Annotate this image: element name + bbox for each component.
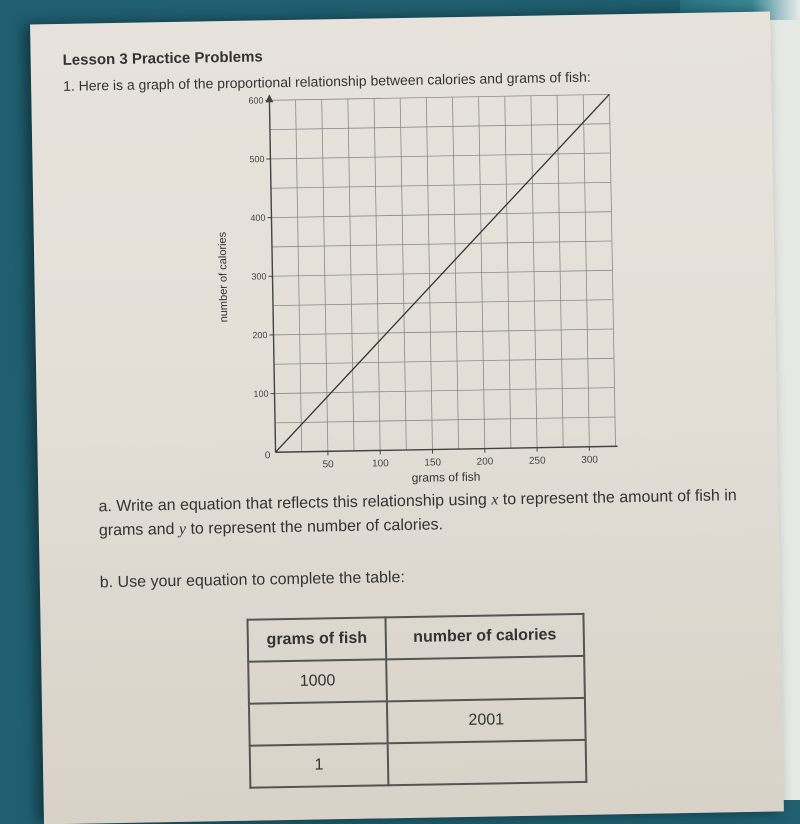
y-axis-arrow (265, 94, 273, 102)
problem-intro: 1. Here is a graph of the proportional relationship between calories and grams of fish: (63, 66, 723, 94)
values-table (246, 613, 587, 789)
x-tick-label: 150 (424, 457, 441, 468)
grid-line-horizontal (275, 417, 615, 423)
x-axis (276, 446, 619, 452)
table-cell[interactable] (388, 740, 587, 785)
header-grams: grams of fish (247, 617, 386, 661)
y-tick-label: 500 (249, 154, 264, 164)
y-axis-label: number of calories (217, 231, 231, 322)
x-tick-label: 50 (322, 459, 334, 470)
x-tick-label: 200 (477, 456, 494, 467)
question-b-text: Use your equation to complete the table: (117, 569, 405, 591)
x-axis-label: grams of fish (412, 470, 481, 485)
table-header-row (247, 614, 584, 662)
y-tick-label: 400 (250, 213, 265, 223)
grid-line-horizontal (271, 212, 611, 218)
series-line (269, 94, 615, 452)
question-a-label: a. (98, 498, 112, 515)
table-cell: 1000 (248, 659, 387, 703)
worksheet-page (30, 12, 784, 824)
variable-y: y (179, 521, 186, 538)
x-tick-label: 100 (372, 458, 389, 469)
question-a (98, 484, 739, 543)
grid-line-horizontal (270, 153, 610, 159)
question-b (100, 560, 740, 595)
table-cell[interactable] (386, 656, 585, 701)
table-cell[interactable] (249, 701, 388, 745)
y-tick-label: 200 (252, 330, 267, 340)
grid-line-horizontal (275, 388, 615, 394)
table-cell: 1 (250, 743, 389, 787)
y-tick-label: 600 (248, 95, 263, 105)
question-a-text-3: to represent the number of calories. (190, 516, 443, 537)
table-cell: 2001 (387, 698, 586, 743)
grid-line-horizontal (274, 329, 614, 335)
variable-x: x (491, 491, 498, 508)
x-tick-label: 250 (529, 456, 546, 467)
lesson-title: Lesson 3 Practice Problems (63, 48, 263, 68)
header-calories: number of calories (385, 614, 584, 659)
question-b-label: b. (100, 574, 114, 591)
y-axis (269, 96, 275, 452)
table-row (250, 740, 587, 788)
grid-line-horizontal (269, 94, 609, 100)
grid-line-horizontal (273, 300, 613, 306)
grid-line-horizontal (270, 124, 610, 130)
chart-svg (191, 86, 618, 493)
table-row (249, 698, 586, 746)
grid-line-horizontal (274, 358, 614, 364)
origin-label: 0 (265, 450, 271, 461)
question-a-text-1: Write an equation that reflects this relationship using (116, 492, 487, 515)
y-tick-label: 300 (251, 271, 266, 281)
grid-line-horizontal (272, 241, 612, 247)
proportional-graph (191, 86, 618, 493)
question-a-text-2: to represent the amount of fish in grams and (99, 487, 737, 539)
y-tick-label: 100 (253, 389, 268, 399)
table-row (248, 656, 585, 704)
x-tick-label: 300 (581, 455, 598, 466)
grid-line-horizontal (271, 182, 611, 188)
